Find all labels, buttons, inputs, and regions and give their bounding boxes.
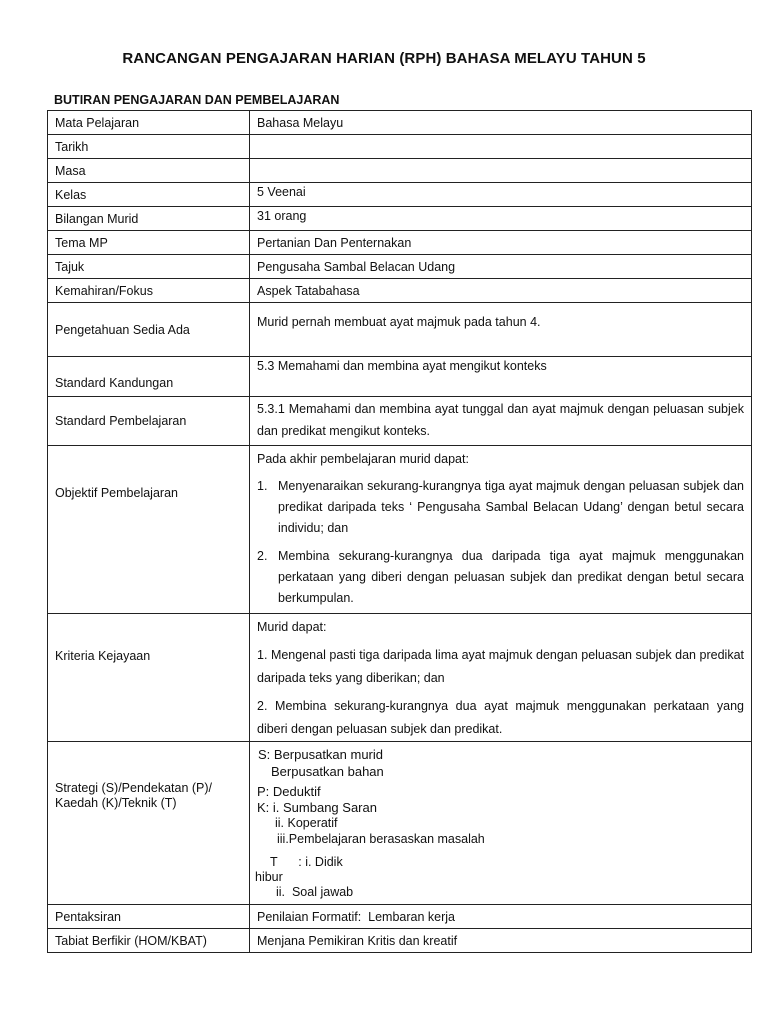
row-label: Objektif Pembelajaran	[48, 446, 250, 614]
strategy-k3: iii.Pembelajaran berasaskan masalah	[277, 832, 485, 846]
row-value: Murid pernah membuat ayat majmuk pada tahun 4.	[250, 303, 752, 357]
row-value: Bahasa Melayu	[250, 111, 752, 135]
table-row	[48, 111, 752, 135]
table-row	[48, 231, 752, 255]
strategy-k2: ii. Koperatif	[275, 816, 338, 830]
objective-list	[257, 476, 744, 609]
row-label: Tabiat Berfikir (HOM/KBAT)	[48, 929, 250, 953]
lesson-plan-table	[47, 110, 752, 953]
list-item	[257, 546, 744, 609]
strategy-t2: hibur	[255, 870, 283, 884]
table-row	[48, 614, 752, 742]
row-value: Penilaian Formatif: Lembaran kerja	[250, 905, 752, 929]
list-number: 1.	[257, 479, 268, 493]
table-row	[48, 929, 752, 953]
row-value	[250, 135, 752, 159]
strategy-t1: T : i. Didik	[270, 855, 343, 869]
row-value: Menjana Pemikiran Kritis dan kreatif	[250, 929, 752, 953]
row-value	[250, 159, 752, 183]
row-value: Pertanian Dan Penternakan	[250, 231, 752, 255]
table-row	[48, 357, 752, 397]
table-row	[48, 742, 752, 905]
row-label: Standard Pembelajaran	[48, 397, 250, 446]
row-label: Kriteria Kejayaan	[48, 614, 250, 742]
table-row	[48, 183, 752, 207]
row-value: 5.3.1 Memahami dan membina ayat tunggal dan ayat majmuk dengan peluasan subjek dan predikat mengikut konteks.	[250, 397, 752, 446]
row-label: Bilangan Murid	[48, 207, 250, 231]
row-label: Tajuk	[48, 255, 250, 279]
table-row	[48, 446, 752, 614]
row-label: Tarikh	[48, 135, 250, 159]
list-text: Membina sekurang-kurangnya dua daripada tiga ayat majmuk menggunakan perkataan yang diberi dengan peluasan subjek dan predikat dengan betul secara berkumpulan.	[278, 549, 744, 605]
strategy-s2: Berpusatkan bahan	[271, 764, 384, 779]
row-label: Masa	[48, 159, 250, 183]
strategy-cell	[250, 742, 752, 905]
list-item	[257, 476, 744, 539]
row-label: Strategi (S)/Pendekatan (P)/ Kaedah (K)/Teknik (T)	[48, 742, 250, 905]
section-heading: BUTIRAN PENGAJARAN DAN PEMBELAJARAN	[54, 93, 340, 107]
row-value: 31 orang	[250, 207, 752, 231]
criteria-cell	[250, 614, 752, 742]
table-row	[48, 303, 752, 357]
table-row	[48, 207, 752, 231]
row-value: 5 Veenai	[250, 183, 752, 207]
table-row	[48, 135, 752, 159]
strategy-p1: P: Deduktif	[257, 784, 321, 799]
row-value: Aspek Tatabahasa	[250, 279, 752, 303]
table-row	[48, 279, 752, 303]
row-label: Kemahiran/Fokus	[48, 279, 250, 303]
list-number: 2.	[257, 549, 268, 563]
list-item: 2. Membina sekurang-kurangnya dua ayat majmuk menggunakan perkataan yang diberi dengan peluasan subjek dan predikat.	[257, 699, 744, 736]
row-label: Pentaksiran	[48, 905, 250, 929]
table-row	[48, 397, 752, 446]
row-label: Kelas	[48, 183, 250, 207]
strategy-k1: K: i. Sumbang Saran	[257, 800, 377, 815]
strategy-t3: ii. Soal jawab	[276, 885, 354, 899]
row-label: Pengetahuan Sedia Ada	[48, 303, 250, 357]
row-label: Standard Kandungan	[48, 357, 250, 397]
table-row	[48, 159, 752, 183]
list-text: Menyenaraikan sekurang-kurangnya tiga ayat majmuk dengan peluasan subjek dan predikat daripada teks ‘ Pengusaha Sambal Belacan Udang’ dengan betul secara individu; dan	[278, 479, 744, 535]
table-row	[48, 905, 752, 929]
strategy-s1: S: Berpusatkan murid	[258, 747, 384, 762]
page-title: RANCANGAN PENGAJARAN HARIAN (RPH) BAHASA MELAYU TAHUN 5	[122, 50, 646, 67]
row-value: 5.3 Memahami dan membina ayat mengikut konteks	[250, 357, 752, 397]
table-row	[48, 255, 752, 279]
criteria-intro: Murid dapat:	[257, 620, 327, 634]
objective-cell	[250, 446, 752, 614]
objective-intro: Pada akhir pembelajaran murid dapat:	[257, 452, 469, 466]
list-item: 1. Mengenal pasti tiga daripada lima ayat majmuk dengan peluasan subjek dan predikat daripada teks yang diberikan; dan	[257, 648, 744, 685]
row-label: Mata Pelajaran	[48, 111, 250, 135]
row-value: Pengusaha Sambal Belacan Udang	[250, 255, 752, 279]
row-label: Tema MP	[48, 231, 250, 255]
